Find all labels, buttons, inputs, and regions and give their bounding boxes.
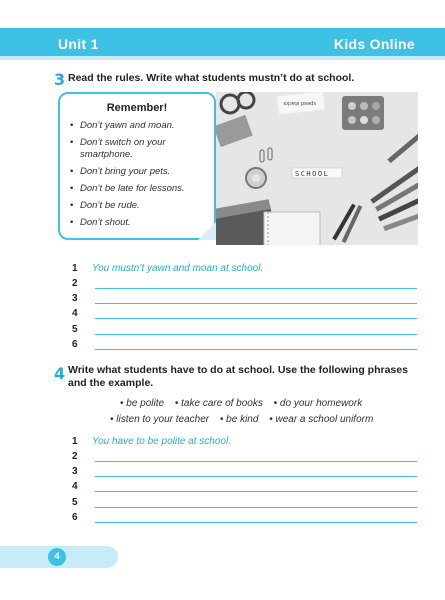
- paper-note-text: speed stacks: [283, 100, 316, 106]
- paint-palette-icon: [342, 96, 384, 130]
- school-supplies-photo: [216, 92, 418, 245]
- answer-line[interactable]: [95, 476, 417, 477]
- phrase: • listen to your teacher: [110, 414, 210, 425]
- page-number: 4: [48, 548, 66, 566]
- rule-item: • Don’t shout.: [70, 217, 210, 229]
- school-supplies-illustration: [216, 92, 418, 245]
- phrase-row: [120, 398, 370, 409]
- line-number: 6: [72, 339, 78, 350]
- phrase: • wear a school uniform: [269, 414, 374, 425]
- series-title: Kids Online: [333, 36, 415, 52]
- phrase: • be kind: [219, 414, 259, 425]
- answer-line[interactable]: [95, 318, 417, 319]
- answer-line[interactable]: [95, 461, 417, 462]
- line-number: 2: [72, 451, 78, 462]
- example-answer: You have to be polite at school.: [92, 436, 231, 447]
- answer-line[interactable]: [95, 349, 417, 350]
- phrase: • take care of books: [174, 398, 263, 409]
- line-number: 1: [72, 263, 78, 274]
- line-number: 5: [72, 324, 78, 335]
- unit-title: Unit 1: [58, 36, 99, 52]
- line-number: 2: [72, 278, 78, 289]
- answer-line[interactable]: [95, 491, 417, 492]
- phrase: • be polite: [120, 398, 165, 409]
- answer-line[interactable]: [95, 303, 417, 304]
- answer-line[interactable]: [95, 522, 417, 523]
- rule-item: • Don’t switch on your smartphone.: [70, 137, 210, 161]
- notebook-icon: [264, 212, 320, 245]
- phrase: • do your homework: [273, 398, 363, 409]
- rule-item: • Don’t be rude.: [70, 200, 210, 212]
- answer-line[interactable]: [95, 288, 417, 289]
- line-number: 4: [72, 308, 78, 319]
- exercise-4-number: 4: [54, 364, 66, 383]
- exercise-3-instruction: Read the rules. Write what students mustn’t do at school.: [68, 72, 355, 84]
- answer-line[interactable]: [95, 334, 417, 335]
- exercise-4-instruction: Write what students have to do at school. Use the following phrases and the example.: [68, 364, 408, 389]
- rules-list: [70, 120, 210, 234]
- rule-item: • Don’t yawn and moan.: [70, 120, 210, 132]
- rule-item: • Don’t be late for lessons.: [70, 183, 210, 195]
- school-blocks-text: SCHOOL: [295, 170, 330, 178]
- answer-line[interactable]: [95, 507, 417, 508]
- line-number: 5: [72, 497, 78, 508]
- remember-box: [58, 92, 216, 240]
- line-number: 1: [72, 436, 78, 447]
- line-number: 3: [72, 466, 78, 477]
- line-number: 6: [72, 512, 78, 523]
- example-answer: You mustn’t yawn and moan at school.: [92, 263, 264, 274]
- phrase-row: [110, 414, 381, 425]
- rule-item: • Don’t bring your pets.: [70, 166, 210, 178]
- line-number: 4: [72, 481, 78, 492]
- line-number: 3: [72, 293, 78, 304]
- remember-title: Remember!: [106, 102, 168, 114]
- exercise-3-number: 3: [54, 70, 66, 89]
